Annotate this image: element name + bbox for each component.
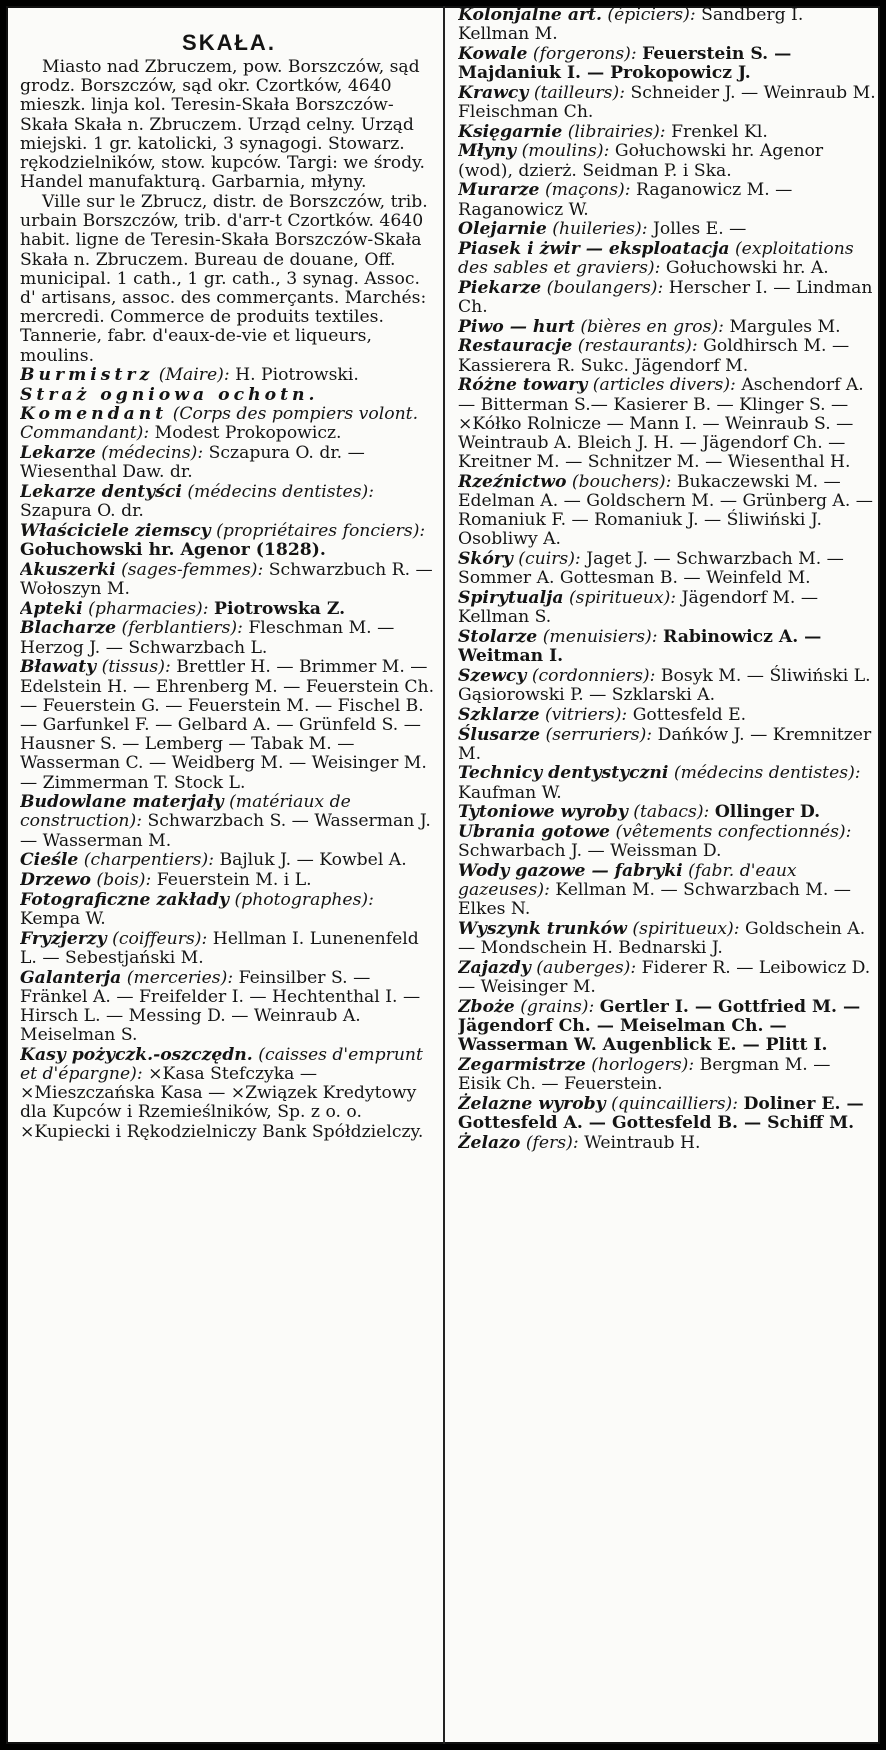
directory-entry — [458, 142, 876, 180]
entry-translation: (photographes): — [234, 889, 374, 910]
entry-names: Piotrowska Z. — [214, 598, 346, 619]
entry-category: Straż ogniowa ochotn. Komendant — [20, 384, 319, 425]
directory-entry — [458, 862, 876, 920]
directory-entry — [20, 930, 438, 968]
entry-category: Żelazne wyroby — [458, 1093, 606, 1114]
directory-entry — [458, 959, 876, 997]
entry-names: Kempa W. — [20, 908, 106, 929]
entry-names: Herscher I. — Lindman Ch. — [458, 277, 873, 318]
entry-names: Feuerstein M. i L. — [156, 870, 312, 891]
directory-entry — [20, 851, 438, 870]
entry-category: Kasy pożyczk.-oszczędn. — [20, 1044, 253, 1065]
directory-entry — [20, 444, 438, 482]
entry-translation: (cuirs): — [518, 549, 581, 570]
entry-translation: (fabr. d'eaux gazeuses): — [458, 860, 797, 901]
entry-translation: (sages-femmes): — [121, 559, 264, 580]
entry-names: Gottesfeld E. — [632, 704, 747, 725]
entry-translation: (grains): — [520, 996, 595, 1017]
right-column — [458, 6, 876, 1744]
directory-entry — [458, 220, 876, 239]
entry-translation: (propriétaires fonciers): — [216, 520, 426, 541]
entry-names: Frenkel Kl. — [671, 121, 768, 142]
entry-names: Bukaczewski M. — Edelman A. — Goldschern M. — Grünberg A. — Romaniuk F. — Romaniuk J. — Śliwiński J. Osobliwy A. — [458, 471, 873, 550]
entry-translation: (coiffeurs): — [112, 928, 208, 949]
entry-category: Restauracje — [458, 336, 573, 357]
directory-entry — [458, 550, 876, 588]
directory-entry — [458, 45, 876, 83]
entry-category: Blacharze — [20, 618, 117, 639]
directory-entry — [20, 969, 438, 1046]
directory-entry — [20, 658, 438, 792]
town-title: SKAŁA. — [182, 30, 276, 55]
entry-translation: (boulangers): — [546, 277, 664, 298]
directory-entry — [458, 764, 876, 802]
entry-translation: (huileries): — [552, 219, 648, 240]
entry-names: Weintraub H. — [584, 1132, 701, 1153]
entry-names: H. Piotrowski. — [235, 365, 359, 386]
entry-names: Fiderer R. — Leibowicz D. — Weisinger M. — [458, 957, 871, 998]
directory-entry — [458, 279, 876, 317]
entry-translation: (Maire): — [158, 365, 230, 386]
entry-category: Ślusarze — [458, 724, 541, 745]
directory-entry — [458, 240, 876, 278]
entry-category: Szklarze — [458, 704, 540, 725]
entry-category: Stolarze — [458, 627, 538, 647]
entry-translation: (vitriers): — [544, 704, 628, 725]
directory-entry — [20, 483, 438, 521]
entry-category: Drzewo — [20, 870, 91, 891]
entry-category: Lekarze dentyści — [20, 481, 182, 502]
entry-category: Budowlane materjały — [20, 792, 224, 813]
right-entries — [458, 6, 876, 1153]
entry-category: Burmistrz — [20, 365, 154, 386]
directory-entry — [458, 1095, 876, 1133]
directory-entry — [20, 386, 438, 444]
entry-translation: (tailleurs): — [533, 82, 625, 103]
entry-category: Kolonjalne art. — [458, 6, 602, 25]
column-divider — [443, 6, 445, 1744]
entry-names: Sandberg I. Kellman M. — [458, 6, 804, 45]
entry-translation: (moulins): — [521, 141, 610, 162]
entry-translation: (ferblantiers): — [121, 618, 243, 639]
directory-entry — [458, 998, 876, 1056]
entry-category: Skóry — [458, 549, 513, 570]
entry-category: Zajazdy — [458, 957, 531, 978]
entry-category: Wyszynk trunków — [458, 919, 627, 940]
entry-category: Lekarze — [20, 443, 96, 464]
town-description-polish: Miasto nad Zbruczem, pow. Borszczów, sąd grodz. Borszczów, sąd okr. Czortków, 4640 mieszk. linja kol. Teresin-Skała Borszczów-Skała Skała n. Zbruczem. Urząd celny. Urząd miejski. 1 gr. katolicki, 3 synagogi. Stowarz. rękodzielników, stow. kupców. Targi: we środy. Handel manufakturą. Garbarnia, młyny. — [20, 57, 425, 193]
entry-translation: (spiritueux): — [632, 919, 740, 940]
entry-category: Różne towary — [458, 375, 588, 396]
entry-category: Technicy dentystyczni — [458, 763, 669, 784]
entry-category: Młyny — [458, 141, 517, 162]
entry-translation: (auberges): — [536, 957, 637, 978]
entry-names: Hellman I. Lunenenfeld L. — Sebestjański M. — [20, 928, 419, 968]
entry-translation: (bois): — [96, 870, 152, 891]
entry-category: Piasek i żwir — eksploatacja — [458, 238, 730, 259]
entry-category: Fryzjerzy — [20, 928, 107, 949]
entry-translation: (articles divers): — [592, 375, 736, 396]
directory-entry — [458, 803, 876, 822]
entry-names: Aschendorf A. — Bitterman S.— Kasierer B. — Klinger S. — ×Kółko Rolnicze — Mann I. — Weinraub S. — Weintraub A. Bleich J. H. — Jägendorf Ch. — Kreitner M. — Schnitzer M. — Wiesenthal H. — [458, 375, 864, 473]
entry-names: Margules M. — [729, 316, 841, 337]
entry-translation: (vêtements confectionnés): — [615, 822, 852, 843]
entry-translation: (horlogers): — [591, 1054, 695, 1075]
entry-translation: (Corps des pompiers volont. Commandant): — [20, 404, 419, 444]
entry-names: Brettler H. — Brimmer M. — Edelstein H. — Ehrenberg M. — Feuerstein Ch. — Feuerstein G. — Feuerstein M. — Fischel B. — Garfunkel F. — Gelbard A. — Grünfeld S. — Hausner S. — Lemberg — Tabak M. — Wasserman C. — Weidberg M. — Weisinger M. — Zimmerman T. Stock L. — [20, 657, 435, 793]
entry-category: Bławaty — [20, 657, 97, 678]
entry-category: Zegarmistrze — [458, 1054, 586, 1075]
directory-entry — [458, 726, 876, 764]
entry-names: Jolles E. — — [652, 219, 747, 240]
entry-category: Apteki — [20, 598, 83, 619]
entry-names: Bosyk M. — Śliwiński L. Gąsiorowski P. — Szklarski A. — [458, 665, 871, 706]
entry-translation: (bouchers): — [571, 471, 672, 492]
entry-names: Gołuchowski hr. A. — [665, 258, 829, 279]
directory-entry — [458, 589, 876, 627]
entry-names: Raganowicz M. — Raganowicz W. — [458, 180, 793, 220]
entry-names: Gołuchowski hr. Agenor (1828). — [20, 540, 326, 561]
entry-names: Szapura O. dr. — [20, 501, 144, 522]
entry-names: Goldhirsch M. — Kassierera R. Sukc. Jägendorf M. — [458, 336, 850, 376]
entry-category: Cieśle — [20, 850, 79, 871]
entry-names: Gołuchowski hr. Agenor (wod), dzierż. Seidman P. i Ska. — [458, 141, 824, 181]
directory-entry — [20, 793, 438, 851]
entry-category: Fotograficzne zakłady — [20, 889, 230, 910]
entry-category: Zboże — [458, 996, 515, 1017]
entry-category: Akuszerki — [20, 559, 116, 580]
entry-names: Schwarzbach S. — Wasserman J. — Wasserman M. — [20, 811, 431, 851]
entry-translation: (restaurants): — [577, 336, 698, 357]
entry-translation: (médecins): — [101, 443, 204, 464]
entry-category: Galanterja — [20, 967, 122, 988]
directory-entry — [458, 920, 876, 958]
entry-names: Goldschein A. — Mondschein H. Bednarski J. — [458, 919, 866, 959]
entry-translation: (librairies): — [567, 121, 666, 142]
entry-translation: (spiritueux): — [568, 588, 677, 609]
entry-category: Rzeźnictwo — [458, 471, 567, 492]
entry-category: Ubrania gotowe — [458, 822, 610, 843]
directory-entry — [458, 1056, 876, 1094]
entry-names: Bajluk J. — Kowbel A. — [219, 850, 407, 871]
entry-names: Fleschman M. — Herzog J. — Schwarzbach L. — [20, 618, 395, 658]
entry-translation: (épiciers): — [607, 6, 696, 25]
entry-names: Schwarbach J. — Weissman D. — [458, 841, 722, 862]
entry-names: Jaget J. — Schwarzbach M. — Sommer A. Gottesman B. — Weinfeld M. — [458, 549, 844, 589]
entry-translation: (cordonniers): — [531, 665, 656, 686]
directory-entry — [458, 473, 876, 550]
left-entries — [20, 366, 438, 1142]
left-column — [20, 6, 438, 1744]
entry-translation: (tabacs): — [633, 802, 710, 823]
directory-entry — [20, 891, 438, 929]
directory-entry — [458, 123, 876, 142]
directory-entry — [458, 318, 876, 337]
directory-entry — [458, 337, 876, 375]
entry-category: Właściciele ziemscy — [20, 520, 211, 541]
entry-category: Piekarze — [458, 277, 542, 298]
entry-names: Bergman M. — Eisik Ch. — Feuerstein. — [458, 1054, 831, 1095]
entry-names: Modest Prokopowicz. — [154, 423, 342, 444]
entry-names: Dańków J. — Kremnitzer M. — [458, 724, 872, 764]
directory-entry — [20, 871, 438, 890]
directory-entry — [458, 181, 876, 219]
entry-names: Kaufman W. — [458, 782, 562, 803]
entry-translation: (maçons): — [544, 180, 631, 201]
directory-entry — [20, 600, 438, 619]
entry-names: Jägendorf M. — Kellman S. — [458, 588, 819, 628]
entry-translation: (médecins dentistes): — [673, 763, 861, 784]
directory-entry — [458, 667, 876, 705]
directory-entry — [458, 376, 876, 472]
entry-names: Doliner E. — Gottesfeld A. — Gottesfeld B. — Schiff M. — [458, 1093, 864, 1134]
directory-entry — [20, 522, 438, 560]
town-description-french: Ville sur le Zbrucz, distr. de Borszczów, trib. urbain Borszczów, trib. d'arr-t Czortków. 4640 habit. ligne de Teresin-Skała Borszczów-Skała Skała n. Zbruczem. Bureau de douane, Off. municipal. 1 cath., 1 gr. cath., 3 synag. Assoc. d' artisans, assoc. des commerçants. Marchés: mercredi. Commerce de produits textiles. Tannerie, fabr. d'eaux-de-vie et liqueurs, moulins. — [20, 191, 428, 366]
entry-translation: (quincailliers): — [611, 1093, 739, 1114]
directory-page — [6, 6, 880, 1744]
directory-entry — [20, 1046, 438, 1142]
entry-category: Tytoniowe wyroby — [458, 802, 628, 823]
directory-entry — [20, 366, 438, 385]
entry-names: Ollinger D. — [714, 802, 821, 823]
entry-category: Kowale — [458, 43, 528, 64]
entry-translation: (bières en gros): — [580, 316, 724, 337]
directory-entry — [458, 823, 876, 861]
entry-translation: (matériaux de construction): — [20, 792, 351, 832]
directory-entry — [458, 84, 876, 122]
entry-names: Feuerstein S. — Majdaniuk I. — Prokopowicz J. — [458, 43, 792, 84]
entry-category: Wody gazowe — fabryki — [458, 860, 683, 881]
entry-names: Feinsilber S. — Fränkel A. — Freifelder I. — Hechtenthal I. — Hirsch L. — Messing D. — Weinraub A. Meiselman S. — [20, 967, 421, 1046]
entry-category: Spirytualja — [458, 588, 564, 609]
entry-names: Kellman M. — Schwarzbach M. — Elkes N. — [458, 880, 851, 920]
entry-category: Murarze — [458, 180, 540, 201]
directory-entry — [20, 561, 438, 599]
entry-category: Krawcy — [458, 82, 529, 103]
entry-names: Schwarzbuch R. — Wołoszyn M. — [20, 559, 433, 599]
entry-translation: (tissus): — [101, 657, 171, 678]
directory-entry — [458, 706, 876, 725]
entry-translation: (forgerons): — [532, 43, 637, 64]
entry-names: Schneider J. — Weinraub M. Fleischman Ch. — [458, 82, 876, 123]
entry-names: Gertler I. — Gottfried M. — Jägendorf Ch. — Meiselman Ch. — Wasserman W. Augenblick E. — Plitt I. — [458, 996, 861, 1056]
directory-entry — [458, 628, 876, 666]
directory-entry — [458, 6, 876, 44]
entry-translation: (exploitations des sables et graviers): — [458, 238, 854, 279]
entry-category: Piwo — hurt — [458, 316, 575, 337]
entry-category: Szewcy — [458, 665, 527, 686]
entry-translation: (caisses d'emprunt et d'épargne): — [20, 1044, 423, 1085]
entry-translation: (menuisiers): — [542, 627, 658, 647]
entry-names: Sczapura O. dr. — Wiesenthal Daw. dr. — [20, 443, 365, 483]
entry-category: Żelazo — [458, 1132, 521, 1153]
entry-translation: (charpentiers): — [83, 850, 214, 871]
entry-translation: (serruriers): — [545, 724, 653, 745]
entry-translation: (pharmacies): — [88, 598, 209, 619]
entry-names: ×Kasa Stefczyka — ×Mieszczańska Kasa — ×Związek Kredytowy dla Kupców i Rzemieślników, Sp. z o. o. ×Kupiecki i Rękodzielniczy Bank Spółdzielczy. — [20, 1064, 424, 1142]
directory-entry — [458, 1134, 876, 1153]
entry-names: Rabinowicz A. — Weitman I. — [458, 627, 822, 667]
entry-translation: (merceries): — [126, 967, 234, 988]
entry-category: Księgarnie — [458, 121, 563, 142]
entry-translation: (fers): — [525, 1132, 579, 1153]
entry-category: Olejarnie — [458, 219, 547, 240]
directory-entry — [20, 619, 438, 657]
entry-translation: (médecins dentistes): — [187, 481, 375, 502]
